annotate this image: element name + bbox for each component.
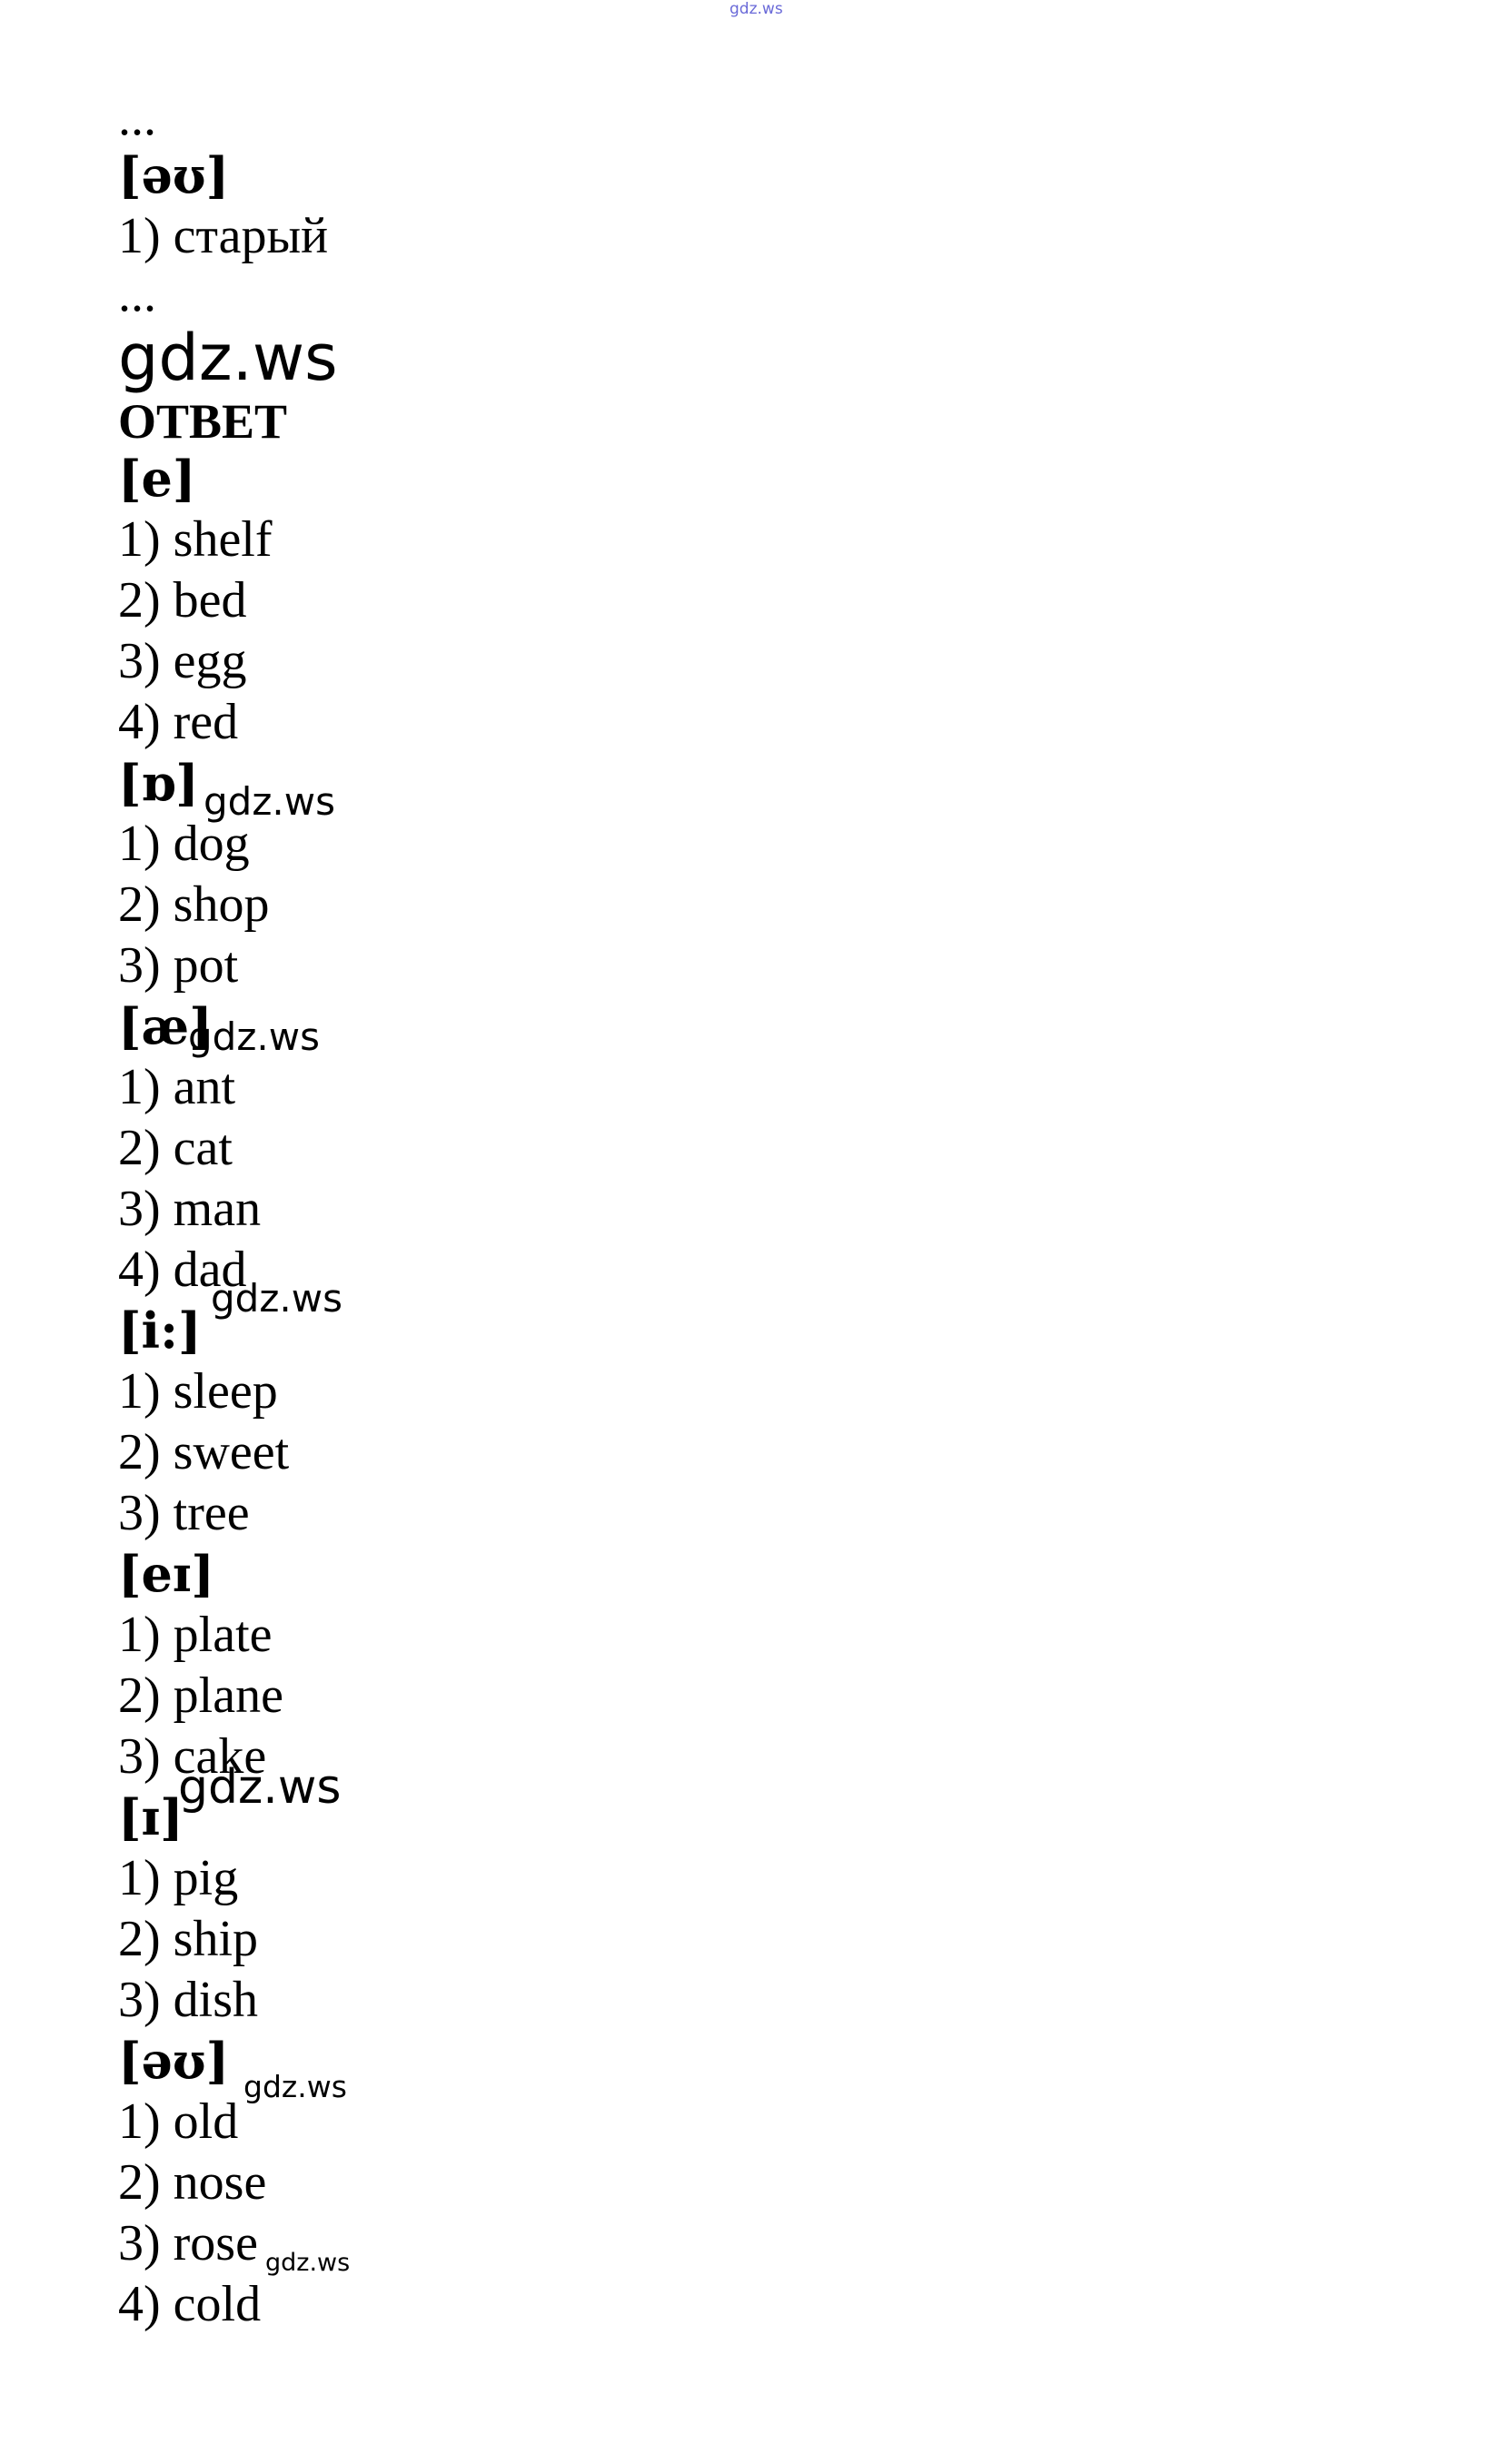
phoneme-heading: [əʊ] [118, 2032, 230, 2090]
list-item: 1) dog [118, 816, 250, 872]
list-item: 1) старый [118, 208, 329, 264]
phoneme-group [118, 1301, 936, 1544]
list-item: 1) ant [118, 1059, 236, 1115]
list-item: 3) man [118, 1181, 262, 1237]
list-item: 3) dish [118, 1972, 258, 2028]
phoneme-heading: [i:] [118, 1301, 202, 1360]
list-item: 2) plane [118, 1667, 283, 1724]
list-item: 1) shelf [118, 511, 273, 568]
list-item: 1) old [118, 2093, 239, 2150]
watermark: gdz.ws [243, 2069, 347, 2104]
list-item: 1) plate [118, 1607, 273, 1663]
list-item: 2) sweet [118, 1424, 290, 1480]
brand-title: gdz.ws [118, 321, 338, 395]
list-item: 2) ship [118, 1911, 258, 1967]
list-item: 3) egg [118, 633, 247, 689]
watermark: gdz.ws [204, 779, 335, 824]
watermark: gdz.ws [188, 1014, 320, 1059]
phoneme-heading: [eɪ] [118, 1545, 214, 1603]
answer-header: ОТВЕТ [118, 394, 288, 449]
phoneme-group [118, 2031, 936, 2335]
list-item: 4) dad [118, 1242, 247, 1298]
phoneme-heading: [æ] [118, 997, 213, 1055]
phoneme-group [118, 1787, 936, 2031]
list-item: 3) cake [118, 1728, 267, 1785]
watermark: gdz.ws [178, 1760, 342, 1815]
list-item: 3) tree [118, 1485, 250, 1541]
list-item: 1) pig [118, 1850, 239, 1906]
watermark: gdz.ws [265, 2249, 351, 2277]
answer-content [118, 91, 936, 2335]
list-item: 4) cold [118, 2276, 262, 2332]
list-item: 2) shop [118, 876, 270, 933]
phoneme-heading: [ɒ] [118, 754, 199, 812]
phoneme-group [118, 1544, 936, 1787]
phoneme-group [118, 449, 936, 753]
phoneme-heading: [ɪ] [118, 1788, 184, 1846]
phoneme-heading: [e] [118, 450, 196, 508]
ellipsis: ... [118, 266, 156, 322]
list-item: 3) rose [118, 2215, 258, 2271]
list-item: 3) pot [118, 937, 239, 994]
phoneme-heading: [əʊ] [118, 146, 230, 204]
list-item: 1) sleep [118, 1363, 278, 1420]
top-watermark: gdz.ws [730, 0, 783, 18]
list-item: 2) cat [118, 1120, 233, 1176]
list-item: 2) bed [118, 572, 247, 628]
ellipsis: ... [118, 90, 156, 146]
watermark: gdz.ws [211, 1276, 343, 1321]
list-item: 4) red [118, 694, 239, 750]
list-item: 2) nose [118, 2154, 267, 2211]
